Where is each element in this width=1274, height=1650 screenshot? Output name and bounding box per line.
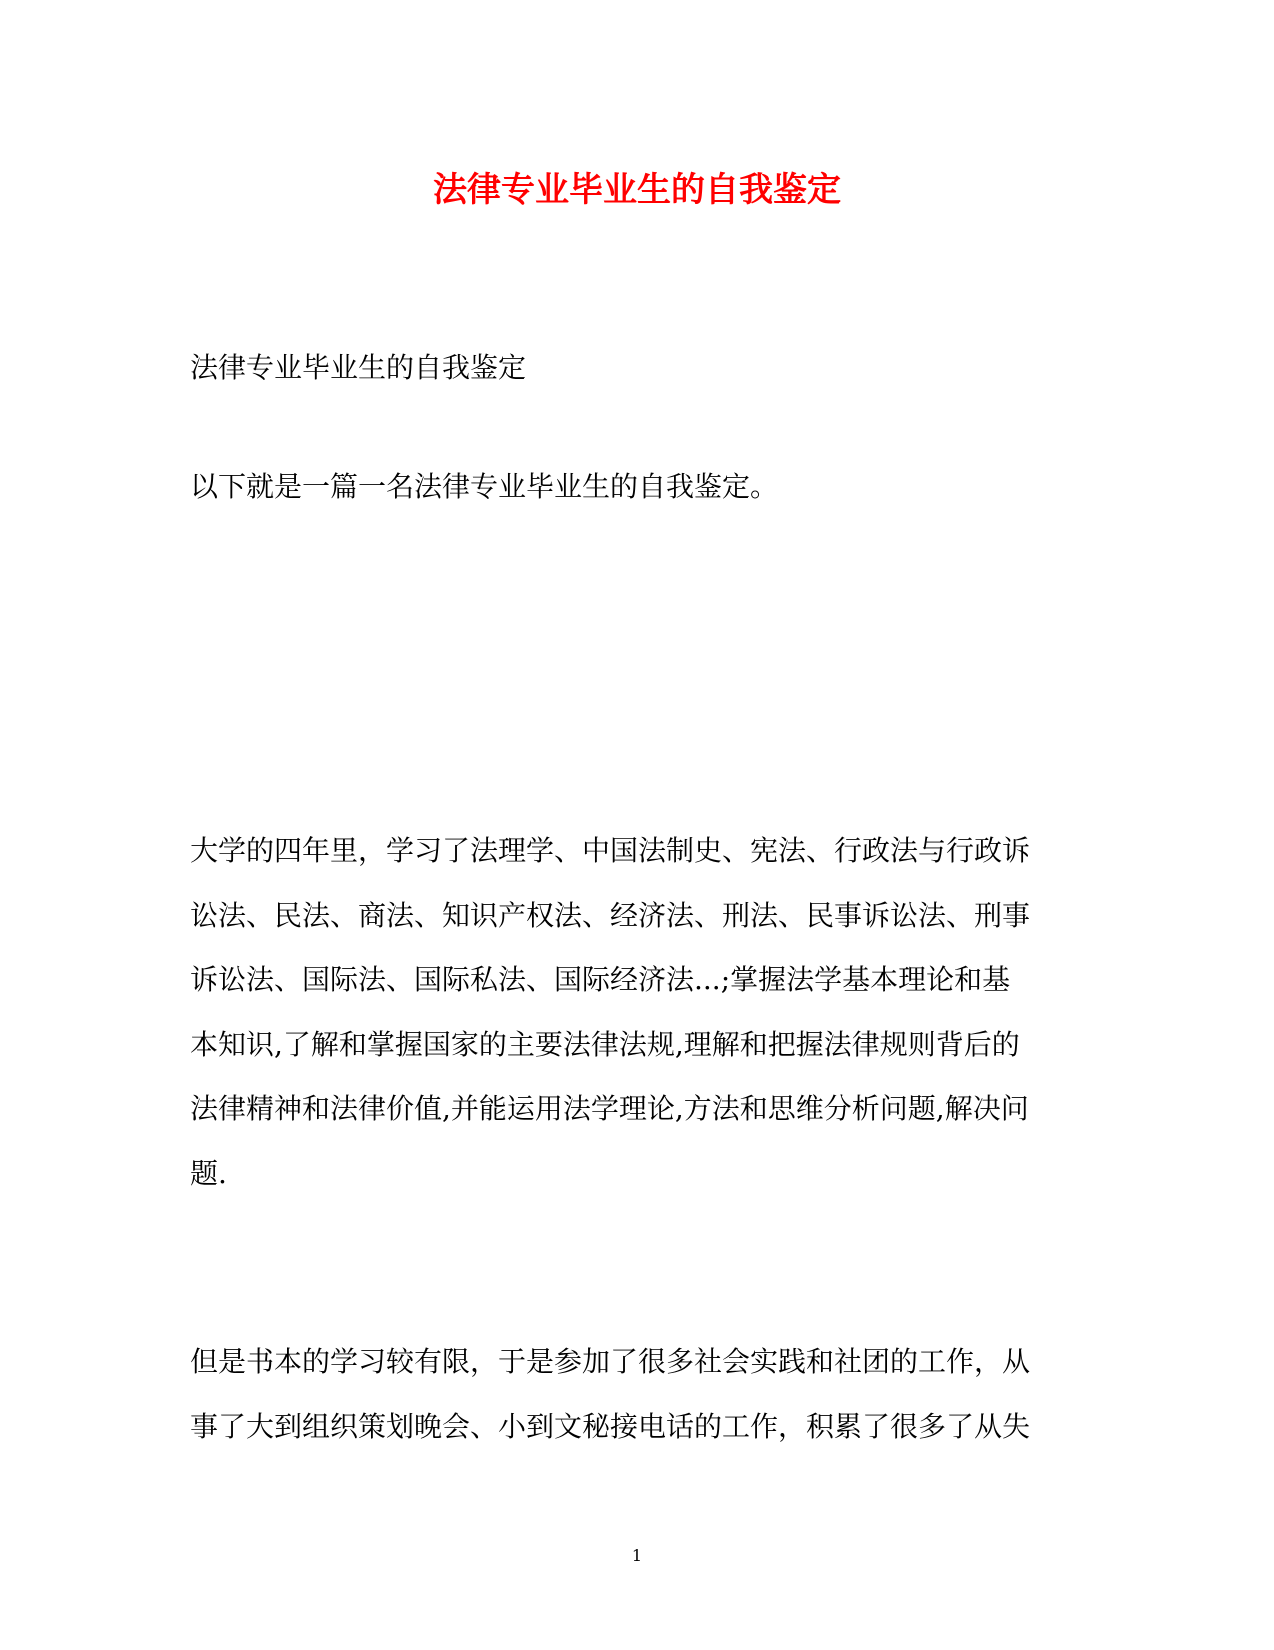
paragraph-line: 本知识,了解和掌握国家的主要法律法规,理解和把握法律规则背后的 <box>190 1027 1020 1061</box>
paragraph-line: 事了大到组织策划晚会、小到文秘接电话的工作，积累了很多了从失 <box>190 1409 1031 1443</box>
subtitle <box>190 336 1090 401</box>
paragraph-1 <box>190 819 1090 1206</box>
document-title: 法律专业毕业生的自我鉴定 <box>433 170 841 210</box>
subtitle-text: 法律专业毕业生的自我鉴定 <box>190 351 527 384</box>
paragraph-line: 但是书本的学习较有限，于是参加了很多社会实践和社团的工作，从 <box>190 1345 1031 1378</box>
paragraph-line: 题. <box>190 1156 227 1190</box>
paragraph-line: 法律精神和法律价值,并能运用法学理论,方法和思维分析问题,解决问 <box>190 1092 1029 1125</box>
paragraph-line: 讼法、民法、商法、知识产权法、经济法、刑法、民事诉讼法、刑事 <box>190 898 1031 932</box>
paragraph-line: 诉讼法、国际法、国际私法、国际经济法...;掌握法学基本理论和基 <box>190 963 1011 996</box>
paragraph-2 <box>190 1330 1090 1459</box>
page-number: 1 <box>631 1546 643 1565</box>
paragraph-line: 大学的四年里，学习了法理学、中国法制史、宪法、行政法与行政诉 <box>190 834 1031 867</box>
intro-text: 以下就是一篇一名法律专业毕业生的自我鉴定。 <box>190 470 779 503</box>
intro-paragraph <box>190 455 1090 520</box>
